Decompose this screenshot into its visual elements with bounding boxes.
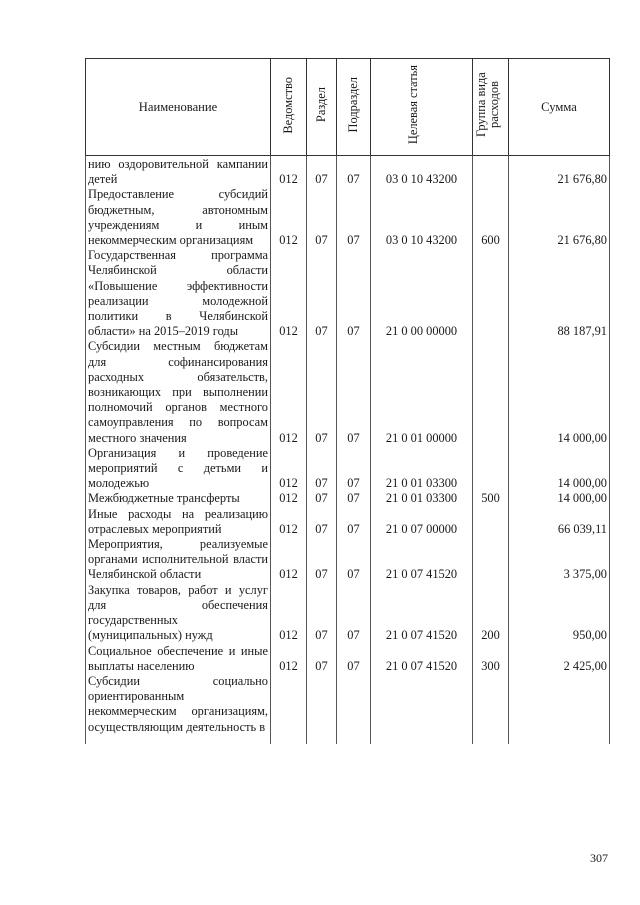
row-name: Социальное обеспечение и иные выплаты населению: [86, 644, 271, 674]
row-summa: 21 676,80: [509, 187, 610, 248]
row-celevaya: 21 0 07 41520: [371, 583, 473, 644]
header-podrazdel: [337, 59, 371, 156]
row-summa: 14 000,00: [509, 446, 610, 492]
row-ved: 012: [271, 583, 307, 644]
row-razdel: 07: [307, 644, 337, 674]
row-summa: 88 187,91: [509, 248, 610, 339]
table-row: [86, 446, 610, 492]
table-header-row: [86, 59, 610, 156]
row-summa: 14 000,00: [509, 339, 610, 445]
row-razdel: 07: [307, 187, 337, 248]
row-ved: 012: [271, 248, 307, 339]
row-razdel: 07: [307, 583, 337, 644]
header-ved: [271, 59, 307, 156]
row-ved: 012: [271, 187, 307, 248]
row-name: Закупка товаров, работ и услуг для обеспечения государственных (муниципальных) нужд: [86, 583, 271, 644]
table-row: [86, 644, 610, 674]
row-summa: 14 000,00: [509, 491, 610, 506]
row-gruppa: [473, 339, 509, 445]
table-row: [86, 674, 610, 744]
row-summa: 950,00: [509, 583, 610, 644]
row-celevaya: 21 0 01 03300: [371, 446, 473, 492]
row-podrazdel: 07: [337, 339, 371, 445]
table-row: [86, 156, 610, 188]
row-gruppa: [473, 537, 509, 583]
row-razdel: 07: [307, 491, 337, 506]
header-razdel-label: Раздел: [313, 87, 328, 123]
header-ved-label: Ведомство: [280, 76, 295, 134]
row-ved: 012: [271, 446, 307, 492]
table-row: [86, 187, 610, 248]
row-razdel: 07: [307, 156, 337, 188]
row-ved: 012: [271, 507, 307, 537]
row-podrazdel: 07: [337, 537, 371, 583]
row-gruppa: [473, 156, 509, 188]
row-gruppa: 200: [473, 583, 509, 644]
header-podrazdel-label: Подраздел: [345, 77, 360, 133]
row-podrazdel: 07: [337, 446, 371, 492]
row-ved: 012: [271, 156, 307, 188]
row-summa: 66 039,11: [509, 507, 610, 537]
page-number: 307: [590, 851, 608, 865]
row-ved: 012: [271, 644, 307, 674]
table-row: [86, 507, 610, 537]
row-name: Предоставление субсидий бюджетным, автономным учреждениям и иным некоммерческим организациям: [86, 187, 271, 248]
table-row: [86, 339, 610, 445]
row-name: Межбюджетные трансферты: [86, 491, 271, 506]
row-razdel: 07: [307, 446, 337, 492]
row-summa: 21 676,80: [509, 156, 610, 188]
row-name: Организация и проведение мероприятий с детьми и молодежью: [86, 446, 271, 492]
row-ved: [271, 674, 307, 744]
row-razdel: [307, 674, 337, 744]
row-podrazdel: 07: [337, 644, 371, 674]
row-podrazdel: 07: [337, 583, 371, 644]
header-name: Наименование: [86, 59, 271, 156]
row-celevaya: 21 0 07 41520: [371, 644, 473, 674]
header-celevaya: [371, 59, 473, 156]
row-podrazdel: [337, 674, 371, 744]
table-row: [86, 248, 610, 339]
row-name: нию оздоровительной кампании детей: [86, 156, 271, 188]
table-row: [86, 537, 610, 583]
row-name: Субсидии местным бюджетам для софинансирования расходных обязательств, возникающих при выполнении полномочий органов местного самоуправления по вопросам местного значения: [86, 339, 271, 445]
row-celevaya: 21 0 07 00000: [371, 507, 473, 537]
table-row: [86, 491, 610, 506]
row-podrazdel: 07: [337, 491, 371, 506]
row-celevaya: 21 0 01 00000: [371, 339, 473, 445]
row-celevaya: 03 0 10 43200: [371, 187, 473, 248]
row-podrazdel: 07: [337, 187, 371, 248]
row-name: Мероприятия, реализуемые органами исполнительной власти Челябинской области: [86, 537, 271, 583]
row-gruppa: [473, 507, 509, 537]
row-razdel: 07: [307, 537, 337, 583]
row-summa: [509, 674, 610, 744]
header-razdel: [307, 59, 337, 156]
row-gruppa: 600: [473, 187, 509, 248]
row-summa: 2 425,00: [509, 644, 610, 674]
row-razdel: 07: [307, 339, 337, 445]
row-ved: 012: [271, 491, 307, 506]
header-gruppa-label: Группа вида расходов: [473, 72, 501, 138]
row-podrazdel: 07: [337, 507, 371, 537]
budget-table: [85, 58, 610, 744]
row-gruppa: [473, 446, 509, 492]
row-celevaya: 21 0 00 00000: [371, 248, 473, 339]
row-gruppa: 300: [473, 644, 509, 674]
row-razdel: 07: [307, 507, 337, 537]
row-gruppa: [473, 674, 509, 744]
row-gruppa: 500: [473, 491, 509, 506]
row-podrazdel: 07: [337, 156, 371, 188]
row-name: Иные расходы на реализацию отраслевых мероприятий: [86, 507, 271, 537]
header-gruppa: [473, 59, 509, 156]
table-row: [86, 583, 610, 644]
row-celevaya: 03 0 10 43200: [371, 156, 473, 188]
header-summa: Сумма: [509, 59, 610, 156]
row-gruppa: [473, 248, 509, 339]
row-celevaya: 21 0 01 03300: [371, 491, 473, 506]
row-summa: 3 375,00: [509, 537, 610, 583]
row-razdel: 07: [307, 248, 337, 339]
row-podrazdel: 07: [337, 248, 371, 339]
row-celevaya: 21 0 07 41520: [371, 537, 473, 583]
row-ved: 012: [271, 339, 307, 445]
row-name: Субсидии социально ориентированным некоммерческим организациям, осуществляющим деятельность в: [86, 674, 271, 744]
row-ved: 012: [271, 537, 307, 583]
row-celevaya: [371, 674, 473, 744]
header-celevaya-label: Целевая статья: [405, 65, 420, 145]
row-name: Государственная программа Челябинской области «Повышение эффективности реализации молодежной политики в Челябинской области» на 2015–2019 годы: [86, 248, 271, 339]
